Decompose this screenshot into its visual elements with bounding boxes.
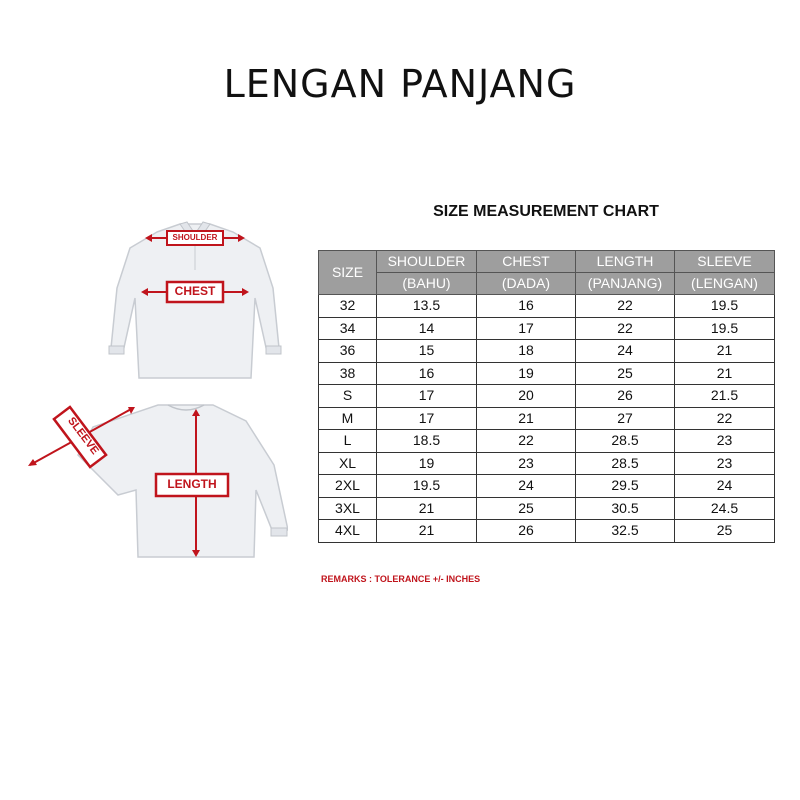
table-cell: 28.5 <box>576 430 675 453</box>
table-cell: 34 <box>319 317 377 340</box>
table-row <box>319 385 775 408</box>
shoulder-label: SHOULDER <box>172 233 218 242</box>
table-cell: 29.5 <box>576 475 675 498</box>
table-cell: 22 <box>675 407 775 430</box>
header-length-sub: (PANJANG) <box>576 273 675 295</box>
size-measurement-table <box>318 250 775 543</box>
table-cell: 13.5 <box>377 295 477 318</box>
table-cell: S <box>319 385 377 408</box>
table-cell: 19 <box>477 362 576 385</box>
table-cell: 16 <box>477 295 576 318</box>
length-label: LENGTH <box>167 477 217 491</box>
table-cell: 26 <box>576 385 675 408</box>
table-cell: 21 <box>675 340 775 363</box>
header-chest: CHEST <box>477 251 576 273</box>
table-cell: 17 <box>377 407 477 430</box>
table-row <box>319 295 775 318</box>
header-shoulder: SHOULDER <box>377 251 477 273</box>
sleeve-label: SLEEVE <box>65 415 101 457</box>
table-cell: 21 <box>477 407 576 430</box>
table-cell: 3XL <box>319 497 377 520</box>
chest-label: CHEST <box>174 284 216 298</box>
table-cell: 26 <box>477 520 576 543</box>
table-cell: L <box>319 430 377 453</box>
table-body <box>319 295 775 543</box>
table-cell: 36 <box>319 340 377 363</box>
table-cell: 23 <box>675 452 775 475</box>
table-cell: 24.5 <box>675 497 775 520</box>
table-row <box>319 497 775 520</box>
table-cell: XL <box>319 452 377 475</box>
table-cell: 21 <box>377 497 477 520</box>
table-cell: 2XL <box>319 475 377 498</box>
header-chest-sub: (DADA) <box>477 273 576 295</box>
table-row <box>319 317 775 340</box>
header-size: SIZE <box>319 251 377 295</box>
table-cell: 38 <box>319 362 377 385</box>
table-cell: 21 <box>675 362 775 385</box>
table-row <box>319 430 775 453</box>
table-cell: 25 <box>576 362 675 385</box>
table-row <box>319 407 775 430</box>
table-cell: 24 <box>576 340 675 363</box>
table-cell: 30.5 <box>576 497 675 520</box>
table-cell: 18 <box>477 340 576 363</box>
table-cell: 24 <box>675 475 775 498</box>
page-title: LENGAN PANJANG <box>223 62 577 106</box>
table-row <box>319 475 775 498</box>
table-cell: 20 <box>477 385 576 408</box>
table-cell: 32 <box>319 295 377 318</box>
chart-title: SIZE MEASUREMENT CHART <box>433 203 659 220</box>
table-row <box>319 520 775 543</box>
header-shoulder-sub: (BAHU) <box>377 273 477 295</box>
table-cell: 4XL <box>319 520 377 543</box>
table-cell: 17 <box>477 317 576 340</box>
table-cell: 24 <box>477 475 576 498</box>
table-cell: 17 <box>377 385 477 408</box>
table-cell: 25 <box>477 497 576 520</box>
shirt-front-illustration <box>95 218 295 388</box>
table-row <box>319 362 775 385</box>
table-cell: 32.5 <box>576 520 675 543</box>
table-cell: 19.5 <box>675 295 775 318</box>
table-cell: 22 <box>477 430 576 453</box>
header-length: LENGTH <box>576 251 675 273</box>
table-cell: M <box>319 407 377 430</box>
remarks-note: REMARKS : TOLERANCE +/- INCHES <box>321 574 481 584</box>
table-cell: 23 <box>477 452 576 475</box>
table-cell: 28.5 <box>576 452 675 475</box>
table-cell: 21 <box>377 520 477 543</box>
table-cell: 15 <box>377 340 477 363</box>
table-cell: 23 <box>675 430 775 453</box>
table-cell: 22 <box>576 295 675 318</box>
table-cell: 19.5 <box>377 475 477 498</box>
table-row <box>319 452 775 475</box>
table-cell: 19.5 <box>675 317 775 340</box>
table-cell: 21.5 <box>675 385 775 408</box>
header-sleeve: SLEEVE <box>675 251 775 273</box>
table-cell: 18.5 <box>377 430 477 453</box>
table-cell: 19 <box>377 452 477 475</box>
table-cell: 25 <box>675 520 775 543</box>
table-cell: 14 <box>377 317 477 340</box>
table-cell: 16 <box>377 362 477 385</box>
header-sleeve-sub: (LENGAN) <box>675 273 775 295</box>
table-cell: 27 <box>576 407 675 430</box>
table-row <box>319 340 775 363</box>
shirt-back-illustration <box>18 395 288 565</box>
table-cell: 22 <box>576 317 675 340</box>
